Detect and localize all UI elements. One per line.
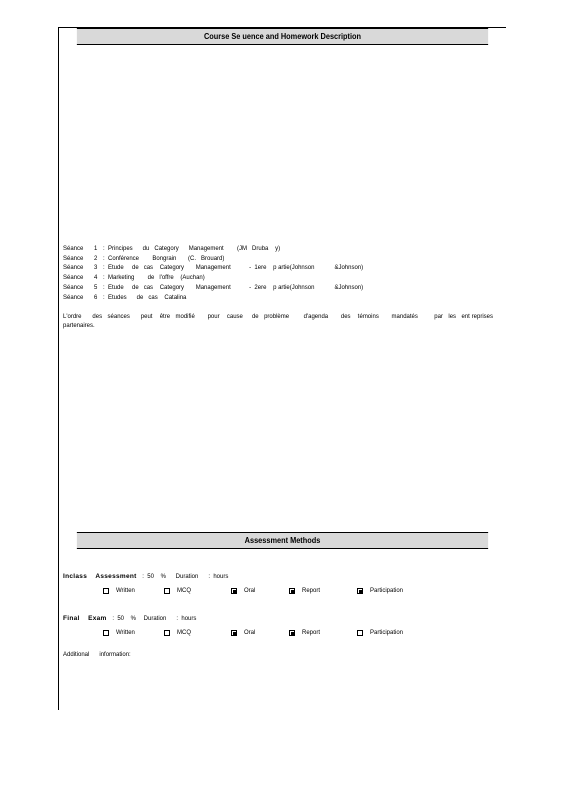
session-row bbox=[63, 284, 363, 294]
session-row bbox=[63, 294, 363, 304]
session-number: 5 bbox=[94, 284, 98, 291]
option-label: Participation bbox=[370, 630, 404, 636]
option-label: Report bbox=[302, 630, 321, 636]
checkbox-icon[interactable] bbox=[357, 630, 363, 636]
final-option-written[interactable] bbox=[103, 630, 135, 636]
session-number: 4 bbox=[94, 275, 98, 282]
final-option-participation[interactable] bbox=[357, 630, 403, 636]
session-number: 3 bbox=[94, 265, 98, 272]
session-row bbox=[63, 255, 363, 265]
schedule-note: L'ordre des séances peut être modifié pour cause de problème d'agenda des témoins mandatés par les ent reprises partenaires. bbox=[63, 314, 495, 329]
inclass-title: Inclass Assessment bbox=[63, 573, 137, 580]
checkbox-checked-icon[interactable] bbox=[231, 588, 237, 594]
inclass-duration: Duration : hours bbox=[175, 574, 229, 580]
option-label: Written bbox=[116, 588, 135, 594]
session-label: Séance bbox=[63, 255, 84, 262]
session-text: : Conférence Bongrain (C. Brouard) bbox=[103, 255, 225, 262]
session-label: Séance bbox=[63, 294, 84, 301]
inclass-percentage: : 50 % bbox=[142, 574, 166, 580]
session-label: Séance bbox=[63, 246, 84, 252]
checkbox-checked-icon[interactable] bbox=[289, 588, 295, 594]
final-title: Final Exam bbox=[63, 615, 107, 622]
checkbox-icon[interactable] bbox=[103, 588, 109, 594]
session-text: : Etude de cas Category Management - 1ere p artie(Johnson &Johnson) bbox=[103, 265, 364, 272]
inclass-option-participation[interactable] bbox=[357, 588, 403, 594]
additional-information-label: Additional information: bbox=[63, 652, 131, 658]
checkbox-icon[interactable] bbox=[103, 630, 109, 636]
final-exam-line bbox=[63, 615, 196, 622]
session-label: Séance bbox=[63, 275, 84, 282]
option-label: Oral bbox=[244, 630, 256, 636]
session-number: 1 bbox=[94, 246, 98, 252]
final-duration: Duration : hours bbox=[143, 616, 197, 622]
inclass-assessment-line bbox=[63, 573, 228, 580]
inclass-option-report[interactable] bbox=[289, 588, 320, 594]
session-number: 2 bbox=[94, 255, 98, 262]
option-label: Report bbox=[302, 588, 321, 594]
session-label: Séance bbox=[63, 265, 84, 272]
inclass-option-mcq[interactable] bbox=[164, 588, 191, 594]
session-list bbox=[63, 245, 363, 303]
final-option-oral[interactable] bbox=[231, 630, 255, 636]
checkbox-checked-icon[interactable] bbox=[231, 630, 237, 636]
checkbox-icon[interactable] bbox=[164, 588, 170, 594]
final-option-report[interactable] bbox=[289, 630, 320, 636]
option-label: Written bbox=[116, 630, 135, 636]
session-text: : Marketing de l'offre (Auchan) bbox=[103, 275, 205, 282]
session-row bbox=[63, 274, 363, 284]
inclass-option-written[interactable] bbox=[103, 588, 135, 594]
option-label: MCQ bbox=[177, 630, 191, 636]
session-label: Séance bbox=[63, 284, 84, 291]
option-label: Participation bbox=[370, 588, 404, 594]
checkbox-checked-icon[interactable] bbox=[289, 630, 295, 636]
session-text: : Etude de cas Category Management - 2ere p artie(Johnson &Johnson) bbox=[103, 284, 364, 291]
option-label: MCQ bbox=[177, 588, 191, 594]
inclass-option-oral[interactable] bbox=[231, 588, 255, 594]
session-row bbox=[63, 264, 363, 274]
session-number: 6 bbox=[94, 294, 98, 301]
session-row bbox=[63, 245, 363, 255]
option-label: Oral bbox=[244, 588, 256, 594]
session-text: : Etudes de cas Catalina bbox=[103, 294, 187, 301]
session-text: : Principes du Category Management (JM Druba y) bbox=[103, 246, 281, 252]
final-option-mcq[interactable] bbox=[164, 630, 191, 636]
checkbox-icon[interactable] bbox=[164, 630, 170, 636]
frame-left-border bbox=[58, 28, 59, 710]
checkbox-checked-icon[interactable] bbox=[357, 588, 363, 594]
final-percentage: : 50 % bbox=[112, 616, 136, 622]
assessment-methods-header: Assessment Methods bbox=[77, 532, 488, 549]
course-sequence-header: Course Se uence and Homework Description bbox=[77, 28, 488, 45]
